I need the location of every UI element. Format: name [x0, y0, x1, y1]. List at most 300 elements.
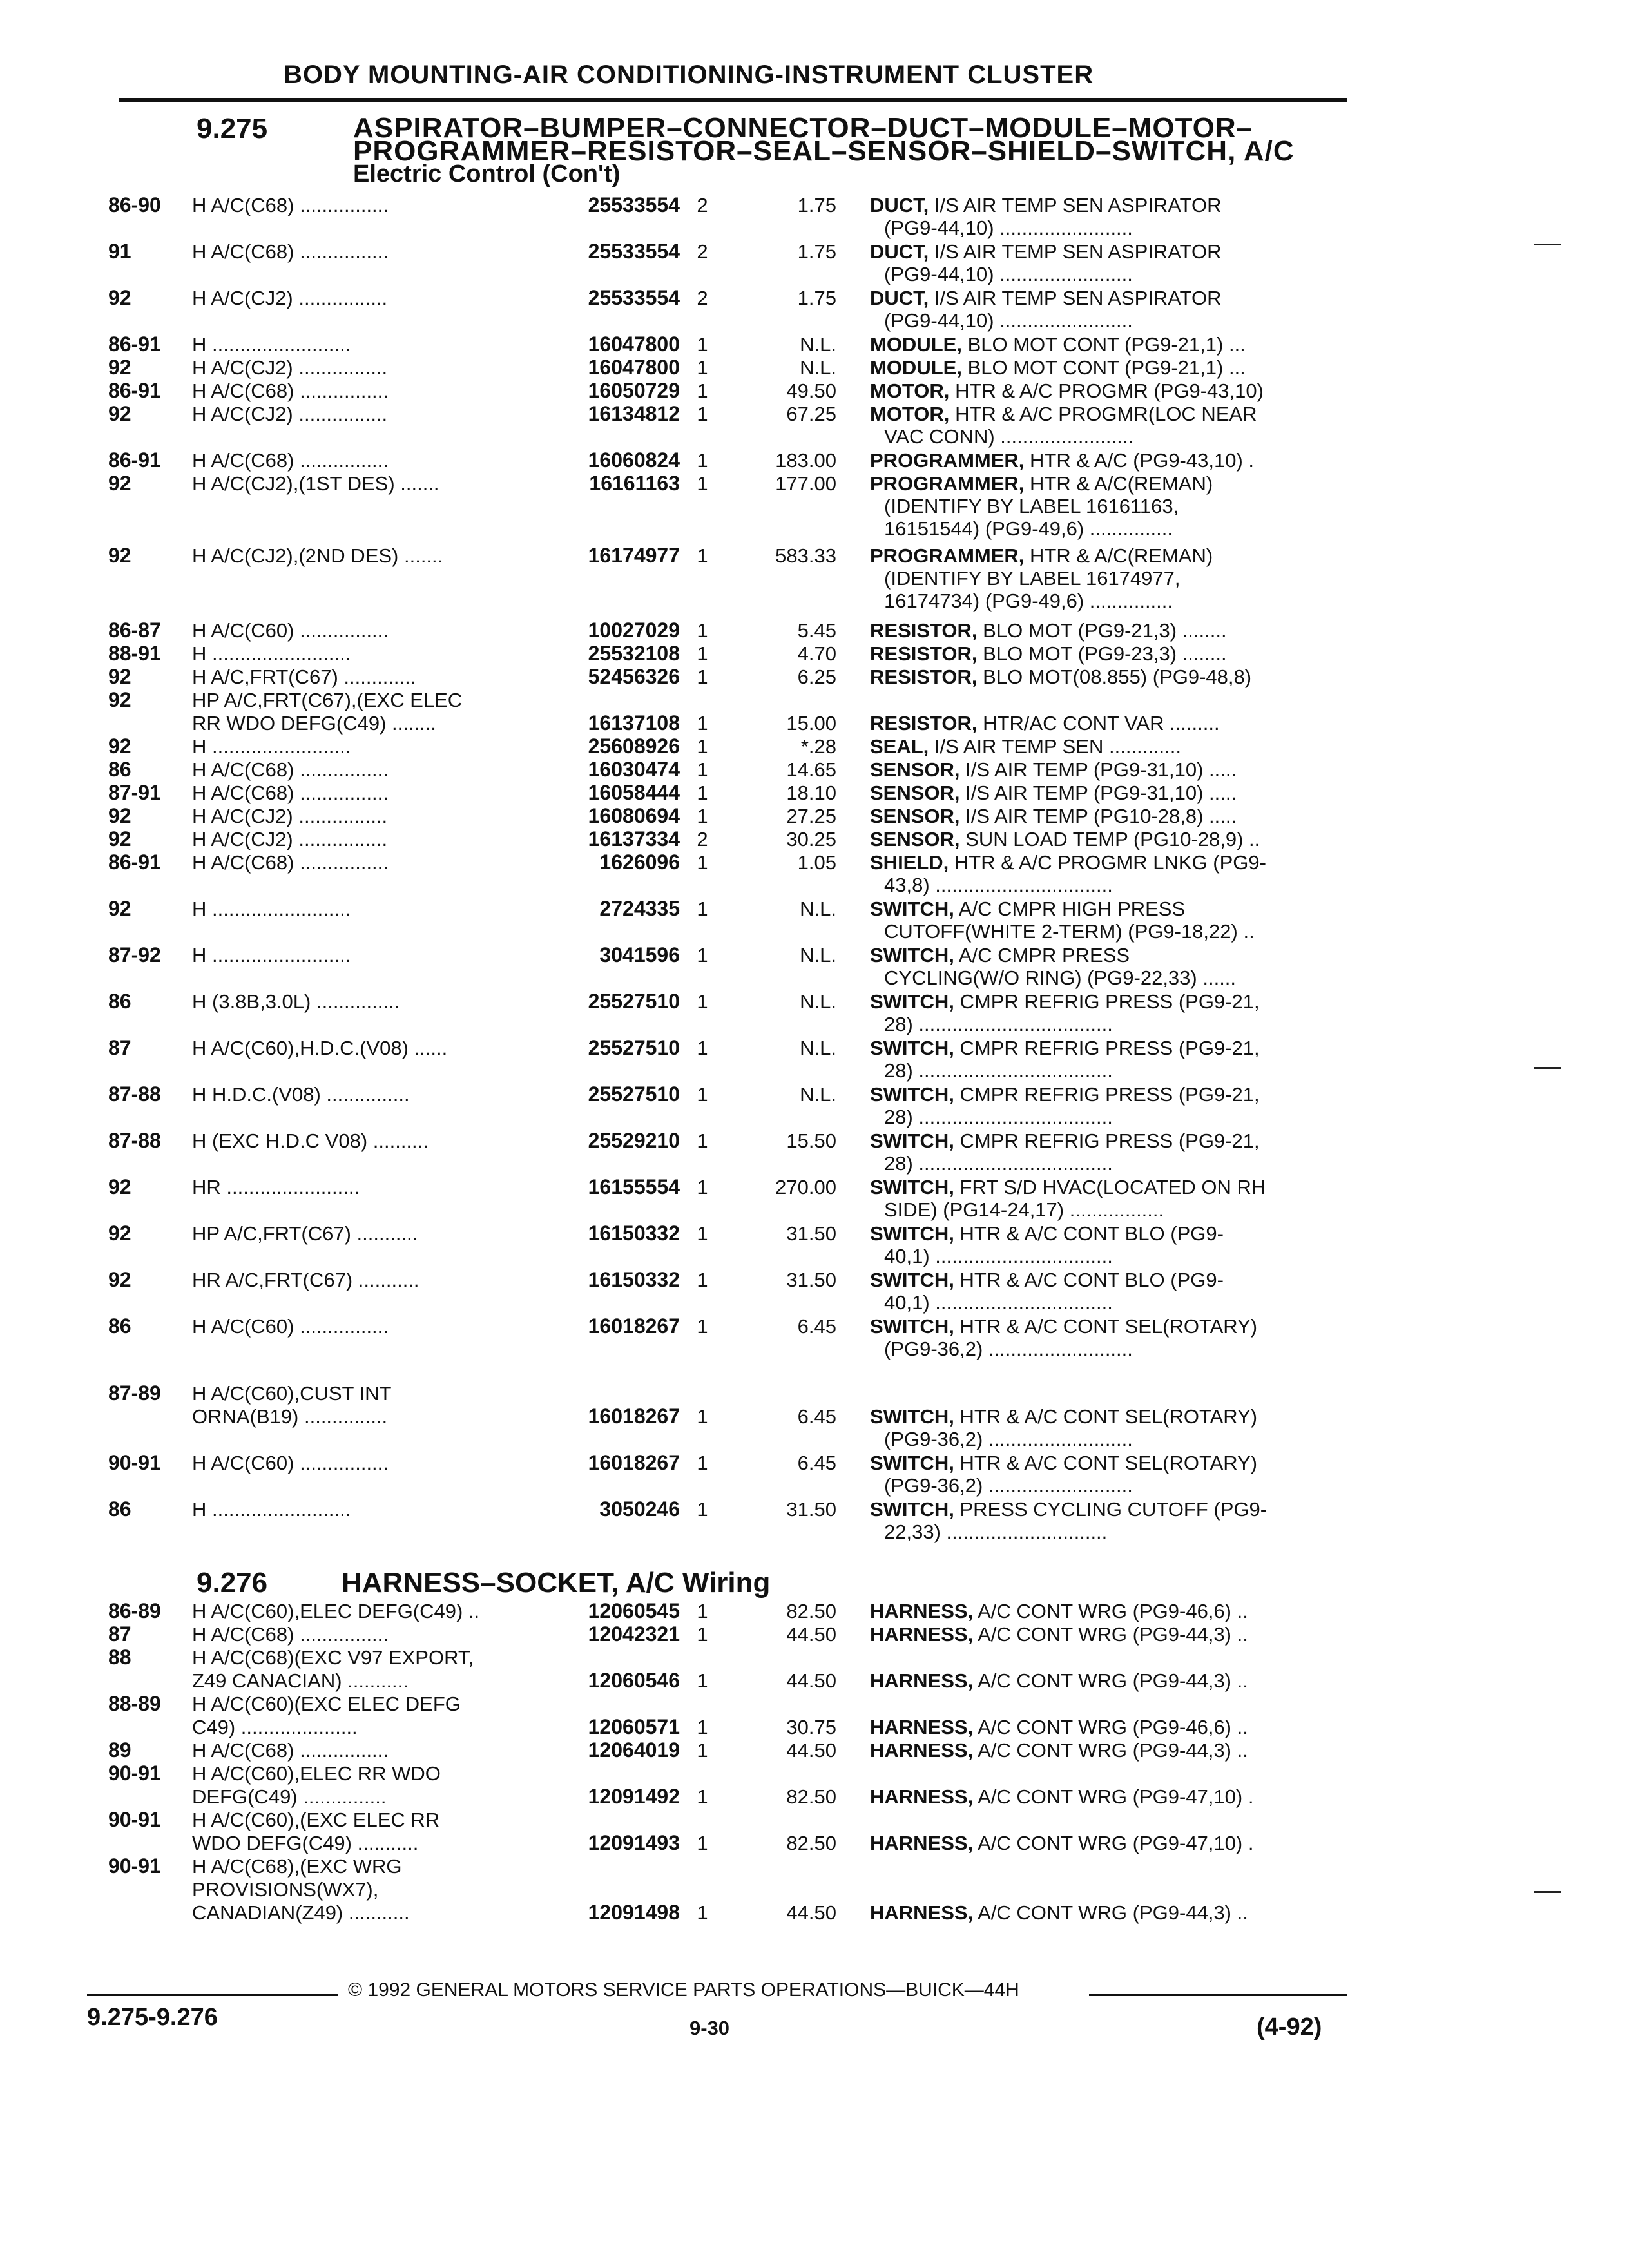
- part-description: [870, 1222, 1334, 1245]
- quantity: 1: [697, 449, 708, 472]
- model-years: 92: [108, 688, 131, 711]
- description-continuation: [0, 1012, 1629, 1036]
- part-name: SENSOR,: [870, 805, 960, 827]
- model-application: H A/C(C68) ................: [192, 1623, 389, 1646]
- part-number: 16047800: [588, 356, 680, 379]
- price: 183.00: [775, 449, 836, 472]
- part-name: SWITCH,: [870, 1498, 954, 1521]
- price: 82.50: [786, 1832, 836, 1854]
- part-number: 16137334: [588, 827, 680, 850]
- quantity: 1: [697, 1405, 708, 1428]
- model-years: 86-87: [108, 619, 161, 642]
- quantity: 1: [697, 619, 708, 642]
- part-number: 12091492: [588, 1785, 680, 1808]
- price: 30.75: [786, 1716, 836, 1738]
- description-continuation: [0, 589, 1629, 613]
- parts-row-line: [0, 1738, 1629, 1762]
- price: 49.50: [786, 380, 836, 402]
- description-text: A/C CONT WRG (PG9-44,3) ..: [978, 1669, 1248, 1692]
- quantity: 1: [697, 782, 708, 804]
- parts-row-line: [0, 402, 1629, 426]
- description-text: I/S AIR TEMP SEN ASPIRATOR: [934, 287, 1222, 309]
- description-text: A/C CONT WRG (PG9-44,3) ..: [978, 1623, 1248, 1646]
- model-years: 92: [108, 544, 131, 567]
- parts-row-line: [0, 804, 1629, 828]
- price: 5.45: [797, 619, 836, 642]
- parts-row-line: [0, 1451, 1629, 1475]
- description-text: I/S AIR TEMP SEN ASPIRATOR: [934, 194, 1222, 216]
- part-name: HARNESS,: [870, 1623, 974, 1646]
- part-number: 12060546: [588, 1669, 680, 1692]
- model-application: H A/C(C60),H.D.C.(V08) ......: [192, 1037, 448, 1059]
- model-years: 89: [108, 1738, 131, 1762]
- part-number: 25529210: [588, 1129, 680, 1152]
- quantity: 1: [697, 1716, 708, 1738]
- quantity: 1: [697, 1222, 708, 1245]
- description-text: 28) ...................................: [884, 1013, 1113, 1035]
- part-description: [870, 1738, 1334, 1762]
- parts-row-line: [0, 711, 1629, 735]
- model-application: H A/C,FRT(C67) .............: [192, 666, 416, 688]
- description-text: HTR & A/C PROGMR LNKG (PG9-: [954, 851, 1266, 874]
- parts-row-line: [0, 897, 1629, 921]
- description-text: A/C CONT WRG (PG9-47,10) .: [978, 1785, 1254, 1808]
- model-years: 92: [108, 356, 131, 379]
- parts-row-line: [0, 1715, 1629, 1739]
- part-name: PROGRAMMER,: [870, 544, 1025, 567]
- part-number: 25533554: [588, 240, 680, 263]
- description-text: SIDE) (PG14-24,17) .................: [884, 1198, 1164, 1221]
- part-number: 12042321: [588, 1622, 680, 1646]
- section-title: HARNESS–SOCKET, A/C Wiring: [342, 1567, 771, 1599]
- description-text: PRESS CYCLING CUTOFF (PG9-: [959, 1498, 1268, 1521]
- quantity: 1: [697, 666, 708, 688]
- model-years: 87-89: [108, 1381, 161, 1405]
- description-text: HTR & A/C PROGMR (PG9-43,10): [955, 380, 1264, 402]
- model-years: 92: [108, 827, 131, 850]
- quantity: 1: [697, 805, 708, 827]
- quantity: 1: [697, 1739, 708, 1762]
- part-description: [870, 642, 1334, 666]
- footer-rule-left: [87, 1994, 338, 1996]
- quantity: 1: [697, 642, 708, 665]
- model-years: 88-91: [108, 642, 161, 665]
- part-description: [870, 1622, 1334, 1646]
- parts-row-line: [0, 1646, 1629, 1669]
- price: 6.25: [797, 666, 836, 688]
- description-continuation: [0, 873, 1629, 897]
- parts-row-line: [0, 943, 1629, 967]
- description-text: CMPR REFRIG PRESS (PG9-21,: [959, 990, 1260, 1013]
- description-text: VAC CONN) ........................: [884, 425, 1133, 448]
- model-years: 86-89: [108, 1599, 161, 1622]
- part-name: SWITCH,: [870, 898, 954, 920]
- part-number: 16018267: [588, 1405, 680, 1428]
- footer-rule-right: [1089, 1994, 1347, 1996]
- parts-row-line: [0, 1808, 1629, 1832]
- quantity: 1: [697, 990, 708, 1013]
- parts-row-line: [0, 356, 1629, 380]
- description-continuation: [0, 425, 1629, 448]
- price: *.28: [800, 735, 836, 758]
- model-years: 87-91: [108, 781, 161, 804]
- part-description: [870, 544, 1334, 568]
- model-application: H A/C(CJ2) ................: [192, 356, 388, 379]
- description-text: (PG9-44,10) ........................: [884, 216, 1133, 239]
- model-application: H A/C(C68) ................: [192, 1739, 389, 1762]
- part-number: 16030474: [588, 758, 680, 781]
- price: 44.50: [786, 1739, 836, 1762]
- description-text: 43,8) ................................: [884, 874, 1113, 896]
- quantity: 1: [697, 1832, 708, 1854]
- parts-row-line: [0, 1405, 1629, 1428]
- price: 18.10: [786, 782, 836, 804]
- part-name: HARNESS,: [870, 1600, 974, 1622]
- part-name: SENSOR,: [870, 758, 960, 781]
- model-years: 88-89: [108, 1692, 161, 1715]
- description-text: A/C CONT WRG (PG9-44,3) ..: [978, 1901, 1248, 1924]
- part-description: [870, 1599, 1334, 1623]
- parts-row-line: [0, 1082, 1629, 1106]
- description-text: A/C CMPR HIGH PRESS: [958, 898, 1186, 920]
- part-number: 12060545: [588, 1599, 680, 1622]
- model-application: H A/C(CJ2) ................: [192, 403, 388, 425]
- price: 6.45: [797, 1315, 836, 1338]
- part-name: SWITCH,: [870, 1405, 954, 1428]
- part-name: RESISTOR,: [870, 642, 978, 665]
- parts-row-line: [0, 1901, 1629, 1925]
- model-application: H A/C(C68) ................: [192, 782, 389, 804]
- parts-row-line: [0, 758, 1629, 782]
- part-description: [870, 1715, 1334, 1739]
- part-number: 16161163: [589, 472, 680, 495]
- model-application: H .........................: [192, 333, 351, 356]
- model-application: H A/C(C60) ................: [192, 1452, 389, 1474]
- description-text: (IDENTIFY BY LABEL 16174977,: [884, 567, 1181, 590]
- description-continuation: [0, 919, 1629, 943]
- part-number: 12060571: [588, 1715, 680, 1738]
- price: N.L.: [800, 898, 836, 920]
- price: 67.25: [786, 403, 836, 425]
- description-text: CMPR REFRIG PRESS (PG9-21,: [959, 1037, 1260, 1059]
- part-description: [870, 332, 1334, 356]
- section-number: 9.275: [197, 113, 268, 144]
- parts-row-line: [0, 827, 1629, 851]
- description-text: CMPR REFRIG PRESS (PG9-21,: [959, 1129, 1260, 1152]
- description-continuation: [0, 309, 1629, 332]
- part-name: SWITCH,: [870, 1269, 954, 1291]
- model-years: 92: [108, 1175, 131, 1198]
- model-years: 86-90: [108, 193, 161, 216]
- edge-tick-mark: [1534, 244, 1561, 245]
- part-number: 16018267: [588, 1451, 680, 1474]
- description-text: HTR & A/C CONT SEL(ROTARY): [959, 1405, 1258, 1428]
- price: 6.45: [797, 1452, 836, 1474]
- description-text: 40,1) ................................: [884, 1245, 1113, 1267]
- parts-row-line: [0, 240, 1629, 264]
- part-description: [870, 827, 1334, 851]
- part-name: RESISTOR,: [870, 619, 978, 642]
- description-text: I/S AIR TEMP SEN .............: [934, 735, 1181, 758]
- price: 15.00: [786, 712, 836, 735]
- description-text: 16151544) (PG9-49,6) ...............: [884, 517, 1173, 540]
- quantity: 1: [697, 1083, 708, 1106]
- model-years: 90-91: [108, 1808, 161, 1831]
- part-description: [870, 1314, 1334, 1338]
- price: 1.05: [797, 851, 836, 874]
- description-text: (PG9-44,10) ........................: [884, 263, 1133, 285]
- part-number: 3041596: [599, 943, 680, 966]
- description-text: CYCLING(W/O RING) (PG9-22,33) ......: [884, 966, 1237, 989]
- part-description: [870, 1036, 1334, 1060]
- model-application: H .........................: [192, 642, 351, 665]
- description-text: HTR & A/C CONT BLO (PG9-: [959, 1222, 1224, 1245]
- description-text: (PG9-36,2) ..........................: [884, 1474, 1133, 1497]
- part-number: 52456326: [588, 665, 680, 688]
- parts-row-line: [0, 544, 1629, 568]
- model-years: 86-91: [108, 448, 161, 472]
- description-text: I/S AIR TEMP (PG9-31,10) .....: [965, 758, 1237, 781]
- model-years: 86: [108, 1497, 131, 1521]
- part-name: SWITCH,: [870, 1452, 954, 1474]
- part-description: [870, 402, 1334, 426]
- part-description: [870, 1669, 1334, 1693]
- description-text: BLO MOT(08.855) (PG9-48,8): [983, 666, 1252, 688]
- footer-date: (4-92): [1257, 2013, 1322, 2041]
- part-number: 25527510: [588, 1082, 680, 1106]
- description-text: 28) ...................................: [884, 1152, 1113, 1175]
- model-application: H A/C(C68)(EXC V97 EXPORT,: [192, 1646, 474, 1669]
- model-years: 92: [108, 735, 131, 758]
- quantity: 2: [697, 828, 708, 850]
- part-name: HARNESS,: [870, 1832, 974, 1854]
- parts-row-line: [0, 990, 1629, 1014]
- section-number: 9.276: [197, 1567, 268, 1599]
- description-continuation: [0, 1474, 1629, 1497]
- description-text: CUTOFF(WHITE 2-TERM) (PG9-18,22) ..: [884, 920, 1255, 943]
- model-years: 87: [108, 1622, 131, 1646]
- quantity: 1: [697, 851, 708, 874]
- description-continuation: [0, 1105, 1629, 1129]
- model-application: H A/C(C60) ................: [192, 1315, 389, 1338]
- parts-row-line: [0, 1381, 1629, 1405]
- description-text: A/C CMPR PRESS: [958, 944, 1130, 966]
- parts-row-line: [0, 1762, 1629, 1785]
- model-application: H A/C(C60)(EXC ELEC DEFG: [192, 1693, 461, 1715]
- model-years: 90-91: [108, 1451, 161, 1474]
- model-application: H A/C(C68) ................: [192, 194, 389, 216]
- model-application: H .........................: [192, 1498, 351, 1521]
- part-description: [870, 1901, 1334, 1925]
- model-application: PROVISIONS(WX7),: [192, 1878, 379, 1901]
- parts-row-line: [0, 1622, 1629, 1646]
- price: 31.50: [786, 1222, 836, 1245]
- part-number: 3050246: [599, 1497, 680, 1521]
- part-description: [870, 1785, 1334, 1809]
- quantity: 1: [697, 1785, 708, 1808]
- parts-row-line: [0, 1497, 1629, 1521]
- description-text: 28) ...................................: [884, 1106, 1113, 1128]
- quantity: 2: [697, 287, 708, 309]
- parts-row-line: [0, 379, 1629, 403]
- model-years: 91: [108, 240, 131, 263]
- parts-row-line: [0, 1831, 1629, 1855]
- section-title-line-1: ASPIRATOR–BUMPER–CONNECTOR–DUCT–MODULE–MOTOR–: [353, 112, 1253, 144]
- parts-row-line: [0, 1692, 1629, 1716]
- part-description: [870, 448, 1334, 472]
- model-application: H A/C(C60),CUST INT: [192, 1382, 392, 1405]
- model-application: H A/C(C68) ................: [192, 449, 389, 472]
- part-description: [870, 1497, 1334, 1521]
- model-application: Z49 CANACIAN) ...........: [192, 1669, 409, 1692]
- description-continuation: [0, 966, 1629, 990]
- parts-row-line: [0, 688, 1629, 712]
- description-continuation: [0, 1244, 1629, 1268]
- price: 44.50: [786, 1901, 836, 1924]
- model-application: H A/C(CJ2),(1ST DES) .......: [192, 472, 439, 495]
- parts-row-line: [0, 1669, 1629, 1693]
- part-name: HARNESS,: [870, 1669, 974, 1692]
- quantity: 1: [697, 356, 708, 379]
- part-description: [870, 1175, 1334, 1199]
- model-application: H (3.8B,3.0L) ...............: [192, 990, 400, 1013]
- description-continuation: [0, 566, 1629, 590]
- model-application: H .........................: [192, 898, 351, 920]
- description-continuation: [0, 1427, 1629, 1451]
- part-number: 16174977: [588, 544, 680, 567]
- header-rule: [119, 98, 1347, 102]
- part-name: DUCT,: [870, 287, 929, 309]
- description-text: A/C CONT WRG (PG9-46,6) ..: [978, 1600, 1248, 1622]
- model-application: WDO DEFG(C49) ...........: [192, 1832, 419, 1854]
- description-text: I/S AIR TEMP SEN ASPIRATOR: [934, 240, 1222, 263]
- description-text: HTR & A/C CONT SEL(ROTARY): [959, 1315, 1258, 1338]
- quantity: 2: [697, 240, 708, 263]
- price: 1.75: [797, 287, 836, 309]
- part-number: 25527510: [588, 990, 680, 1013]
- part-description: [870, 379, 1334, 403]
- price: 82.50: [786, 1600, 836, 1622]
- part-name: SWITCH,: [870, 1083, 954, 1106]
- price: N.L.: [800, 1083, 836, 1106]
- description-text: (PG9-36,2) ..........................: [884, 1428, 1133, 1450]
- parts-row-line: [0, 1314, 1629, 1338]
- description-text: CMPR REFRIG PRESS (PG9-21,: [959, 1083, 1260, 1106]
- quantity: 2: [697, 194, 708, 216]
- price: 14.65: [786, 758, 836, 781]
- description-text: BLO MOT (PG9-23,3) ........: [983, 642, 1227, 665]
- price: 15.50: [786, 1129, 836, 1152]
- model-years: 86: [108, 1314, 131, 1338]
- part-description: [870, 1451, 1334, 1475]
- quantity: 1: [697, 333, 708, 356]
- model-application: HR A/C,FRT(C67) ...........: [192, 1269, 419, 1291]
- part-description: [870, 286, 1334, 310]
- model-application: H A/C(C68) ................: [192, 758, 389, 781]
- model-application: H A/C(C68) ................: [192, 240, 389, 263]
- model-application: H A/C(C60),(EXC ELEC RR: [192, 1809, 440, 1831]
- part-description: [870, 665, 1334, 689]
- parts-row-line: [0, 735, 1629, 758]
- part-name: DUCT,: [870, 194, 929, 216]
- part-number: 16155554: [588, 1175, 680, 1198]
- model-application: H A/C(C60) ................: [192, 619, 389, 642]
- model-application: DEFG(C49) ...............: [192, 1785, 387, 1808]
- model-application: RR WDO DEFG(C49) ........: [192, 712, 436, 735]
- part-description: [870, 990, 1334, 1014]
- parts-row-line: [0, 332, 1629, 356]
- part-name: SWITCH,: [870, 1222, 954, 1245]
- model-application: H .........................: [192, 735, 351, 758]
- model-years: 87: [108, 1036, 131, 1059]
- model-years: 86: [108, 990, 131, 1013]
- description-text: FRT S/D HVAC(LOCATED ON RH: [959, 1176, 1266, 1198]
- price: N.L.: [800, 333, 836, 356]
- part-name: PROGRAMMER,: [870, 449, 1025, 472]
- footer-page-number: 9-30: [689, 2017, 730, 2039]
- model-years: 90-91: [108, 1854, 161, 1878]
- part-description: [870, 472, 1334, 495]
- description-text: (IDENTIFY BY LABEL 16161163,: [884, 495, 1179, 517]
- part-name: SEAL,: [870, 735, 929, 758]
- description-continuation: [0, 1337, 1629, 1361]
- description-continuation: [0, 1151, 1629, 1175]
- part-description: [870, 1082, 1334, 1106]
- part-name: SENSOR,: [870, 828, 960, 850]
- part-name: SWITCH,: [870, 1129, 954, 1152]
- part-number: 12091498: [588, 1901, 680, 1924]
- part-description: [870, 850, 1334, 874]
- parts-row-line: [0, 665, 1629, 689]
- price: 1.75: [797, 240, 836, 263]
- part-name: RESISTOR,: [870, 712, 978, 735]
- model-years: 86-91: [108, 379, 161, 402]
- description-text: A/C CONT WRG (PG9-44,3) ..: [978, 1739, 1248, 1762]
- model-application: HP A/C,FRT(C67) ...........: [192, 1222, 418, 1245]
- part-name: HARNESS,: [870, 1785, 974, 1808]
- quantity: 1: [697, 898, 708, 920]
- part-name: MODULE,: [870, 356, 962, 379]
- description-continuation: [0, 1291, 1629, 1314]
- part-number: 16150332: [588, 1268, 680, 1291]
- parts-row-line: [0, 472, 1629, 495]
- part-name: SWITCH,: [870, 1037, 954, 1059]
- edge-tick-mark: [1534, 1067, 1561, 1069]
- description-continuation: [0, 262, 1629, 286]
- model-application: H A/C(C60),ELEC RR WDO: [192, 1762, 441, 1785]
- model-years: 87-88: [108, 1129, 161, 1152]
- description-text: BLO MOT CONT (PG9-21,1) ...: [967, 356, 1246, 379]
- footer-copyright: © 1992 GENERAL MOTORS SERVICE PARTS OPERATIONS—BUICK—44H: [348, 1979, 1019, 2001]
- description-continuation: [0, 1520, 1629, 1544]
- part-description: [870, 711, 1334, 735]
- description-text: 40,1) ................................: [884, 1291, 1113, 1314]
- part-number: 16050729: [588, 379, 680, 402]
- model-application: C49) .....................: [192, 1716, 358, 1738]
- model-application: H .........................: [192, 944, 351, 966]
- price: 82.50: [786, 1785, 836, 1808]
- quantity: 1: [697, 1901, 708, 1924]
- price: 31.50: [786, 1269, 836, 1291]
- price: 27.25: [786, 805, 836, 827]
- part-number: 16058444: [588, 781, 680, 804]
- parts-row-line: [0, 850, 1629, 874]
- part-name: RESISTOR,: [870, 666, 978, 688]
- description-continuation: [0, 1198, 1629, 1222]
- quantity: 1: [697, 1129, 708, 1152]
- part-description: [870, 735, 1334, 758]
- model-years: 87-88: [108, 1082, 161, 1106]
